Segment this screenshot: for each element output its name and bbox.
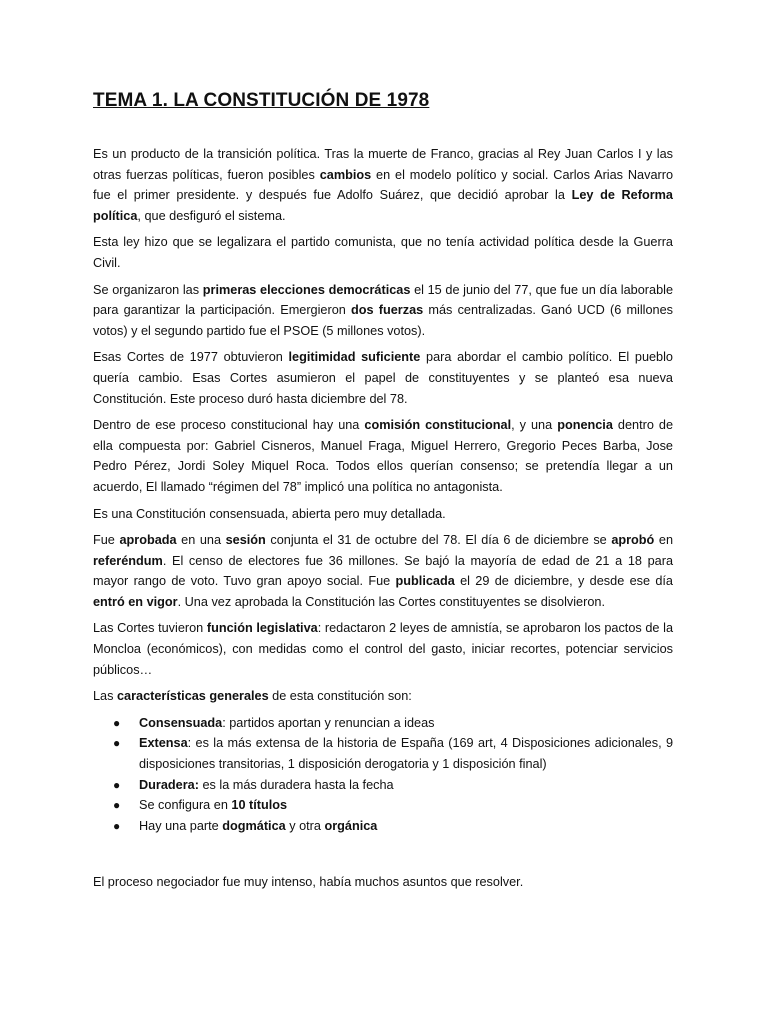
paragraph xyxy=(93,232,673,273)
paragraph xyxy=(93,280,673,342)
bold-text-run: primeras elecciones democráticas xyxy=(202,282,411,297)
text-run: . Una vez aprobada la Constitución las Cortes constituyentes se disolvieron. xyxy=(177,594,605,609)
bold-text-run: función legislativa xyxy=(206,621,318,636)
document-title: TEMA 1. LA CONSTITUCIÓN DE 1978 xyxy=(93,90,430,111)
text-run: en el modelo político y social. Carlos Arias Navarro fue el primer presidente. y después fue Adolfo Suárez, que decidió aprobar la xyxy=(93,167,674,203)
bold-text-run: orgánica xyxy=(324,818,378,833)
paragraph xyxy=(93,347,673,409)
spacer xyxy=(93,842,673,872)
bullet-icon: ● xyxy=(113,736,121,751)
bold-text-run: referéndum xyxy=(93,553,163,568)
bold-text-run: ponencia xyxy=(557,418,613,433)
text-run: , que desfiguró el sistema. xyxy=(137,208,286,223)
bold-text-run: aprobó xyxy=(611,533,655,548)
text-run: Se organizaron las xyxy=(93,282,203,297)
text-run: Esta ley hizo que se legalizara el partido comunista, que no tenía actividad política desde la Guerra Civil. xyxy=(93,235,673,270)
text-run: , y una xyxy=(511,418,558,433)
paragraph-list xyxy=(93,144,673,707)
bold-text-run: Consensuada xyxy=(139,715,223,730)
text-run: Dentro de ese proceso constitucional hay una xyxy=(93,418,365,433)
bold-text-run: Ley de Reforma política xyxy=(93,188,673,223)
text-run: Hay una parte xyxy=(139,818,223,833)
text-run: en xyxy=(654,533,674,548)
text-run: conjunta el 31 de octubre del 78. El día 6 de diciembre se xyxy=(265,533,612,548)
bold-text-run: características generales xyxy=(116,689,269,704)
bullet-icon: ● xyxy=(113,715,121,730)
bullet-icon: ● xyxy=(113,818,121,833)
bold-text-run: entró en vigor xyxy=(93,594,178,609)
bold-text-run: dogmática xyxy=(222,818,286,833)
bold-text-run: Duradera: xyxy=(139,777,199,792)
text-run: Las xyxy=(93,689,117,704)
characteristic-item xyxy=(113,775,673,796)
text-run: el 15 de junio del 77, que fue un día laborable para garantizar la participación. Emergieron xyxy=(93,282,674,318)
bold-text-run: 10 títulos xyxy=(231,798,288,813)
text-run: : redactaron 2 leyes de amnistía, se aprobaron los pactos de la Moncloa (económicos), con medidas como el control del gasto, iniciar recortes, potenciar servicios públicos… xyxy=(93,621,674,677)
text-run: de esta constitución son: xyxy=(268,689,412,704)
paragraph xyxy=(93,686,673,707)
text-run: Esas Cortes de 1977 obtuvieron xyxy=(93,350,289,365)
text-run: : partidos aportan y renuncian a ideas xyxy=(222,715,435,730)
text-run: y otra xyxy=(285,818,325,833)
bold-text-run: publicada xyxy=(395,574,455,589)
text-run: más centralizadas. Ganó UCD (6 millones votos) y el segundo partido fue el PSOE (5 millones votos). xyxy=(93,303,673,338)
text-run: . El censo de electores fue 36 millones. Se bajó la mayoría de edad de 21 a 18 para mayor rango de voto. Tuvo gran apoyo social. Fue xyxy=(93,553,673,589)
text-run: dentro de ella compuesta por: Gabriel Cisneros, Manuel Fraga, Miguel Herrero, Gregorio Peces Barba, Jose Pedro Pérez, Jordi Soley Miquel Roca. Todos ellos querían consenso; se pretendía llegar a un acuerdo, El llamado “régimen del 78” implicó una política no antagonista. xyxy=(93,418,674,494)
bullet-icon: ● xyxy=(113,798,121,813)
paragraph xyxy=(93,415,673,497)
text-run: el 29 de diciembre, y desde ese día xyxy=(454,574,673,589)
text-run: : es la más extensa de la historia de España (169 art, 4 Disposiciones adicionales, 9 disposiciones transitorias, 1 disposición derogatoria y 1 disposición final) xyxy=(139,736,673,772)
text-run: Se configura en xyxy=(139,798,232,813)
text-run: Es un producto de la transición política. Tras la muerte de Franco, gracias al Rey Juan Carlos I y las otras fuerzas políticas, fueron posibles xyxy=(93,147,673,182)
bold-text-run: Extensa xyxy=(139,736,188,751)
bold-text-run: dos fuerzas xyxy=(351,303,424,318)
bold-text-run: cambios xyxy=(319,167,372,182)
characteristic-item xyxy=(113,816,673,837)
text-run: Fue xyxy=(93,533,120,548)
paragraph xyxy=(93,618,673,680)
bold-text-run: sesión xyxy=(225,533,266,548)
text-run: para abordar el cambio político. El pueblo quería cambio. Esas Cortes asumieron el papel de constituyentes y se planteó esa nueva Constitución. Este proceso duró hasta diciembre del 78. xyxy=(93,350,673,406)
bold-text-run: aprobada xyxy=(119,533,177,548)
text-run: Las Cortes tuvieron xyxy=(93,621,207,636)
paragraph xyxy=(93,144,673,226)
characteristic-item xyxy=(113,795,673,816)
characteristics-list xyxy=(93,713,673,837)
characteristic-item xyxy=(113,713,673,734)
document-body xyxy=(93,144,673,899)
bold-text-run: legitimidad suficiente xyxy=(288,350,421,365)
paragraph xyxy=(93,504,673,525)
bold-text-run: comisión constitucional xyxy=(364,418,512,433)
paragraph xyxy=(93,530,673,612)
characteristic-item xyxy=(113,733,673,774)
text-run: en una xyxy=(176,533,226,548)
text-run: es la más duradera hasta la fecha xyxy=(198,777,394,792)
bullet-icon: ● xyxy=(113,777,121,792)
text-run: Es una Constitución consensuada, abierta pero muy detallada. xyxy=(93,506,446,521)
closing-paragraph: El proceso negociador fue muy intenso, había muchos asuntos que resolver. xyxy=(93,875,524,890)
